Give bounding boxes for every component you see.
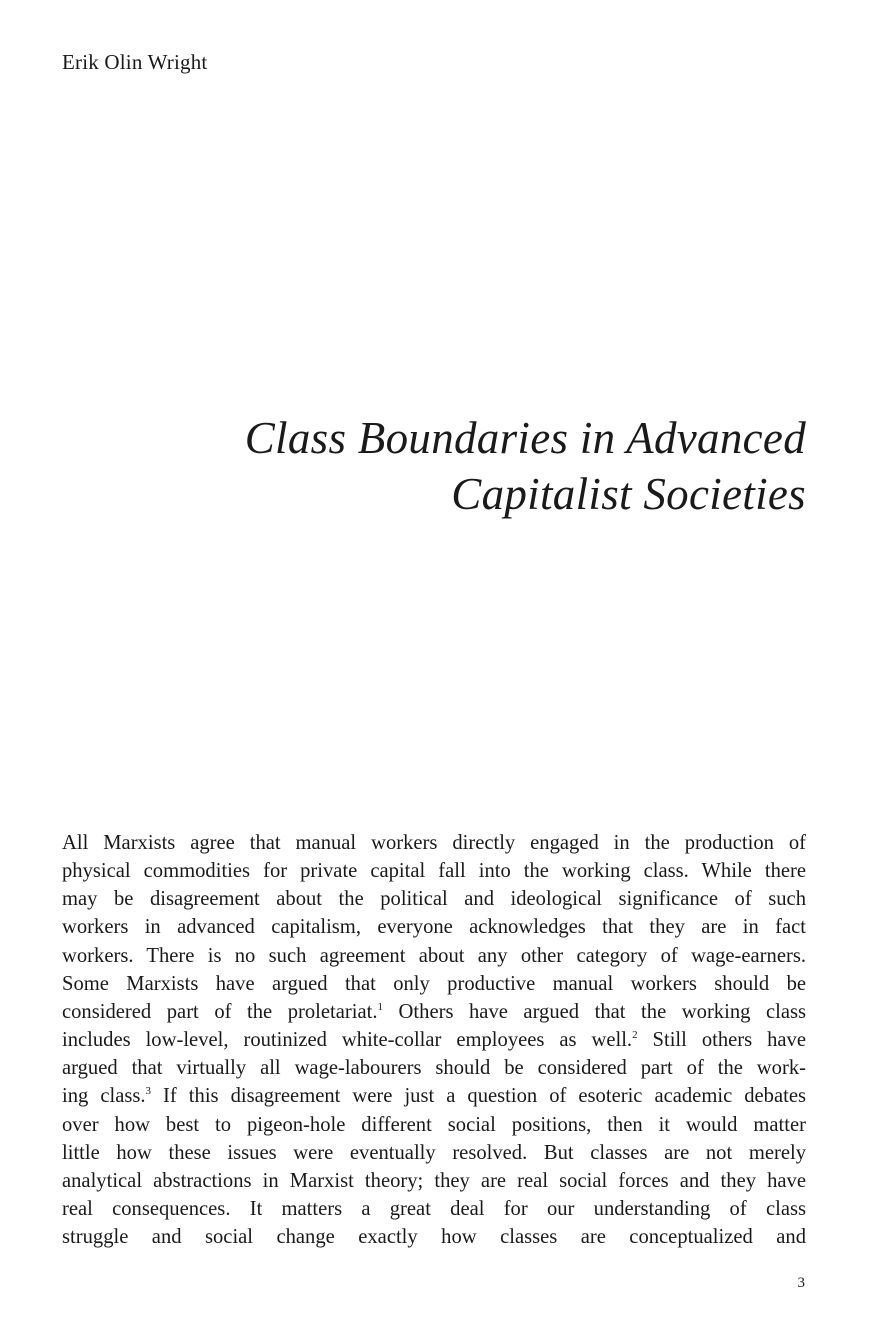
footnote-ref-3[interactable]: 3 <box>145 1085 152 1098</box>
body-line: argued that virtually all wage-labourers should be considered part of the work- <box>62 1057 806 1080</box>
body-line: struggle and social change exactly how classes are conceptualized and <box>62 1226 806 1249</box>
body-line: analytical abstractions in Marxist theory; they are real social forces and they have <box>62 1169 806 1192</box>
chapter-title-line-1: Class Boundaries in Advanced <box>244 413 806 463</box>
body-paragraph <box>62 829 806 1251</box>
chapter-title <box>106 410 806 522</box>
body-line: real consequences. It matters a great deal for our understanding of class <box>62 1198 806 1221</box>
body-line: All Marxists agree that manual workers directly engaged in the production of <box>62 832 806 854</box>
body-line: workers. There is no such agreement about any other category of wage-earners. <box>62 944 806 967</box>
body-line: Some Marxists have argued that only productive manual workers should be <box>62 972 806 995</box>
footnote-ref-2[interactable]: 2 <box>632 1029 638 1042</box>
body-line: physical commodities for private capital fall into the working class. While there <box>62 860 806 883</box>
body-line: includes low-level, routinized white-collar employees as well.$^2$ Still others have <box>62 1029 806 1052</box>
body-line: over how best to pigeon-hole different social positions, then it would matter <box>62 1113 806 1136</box>
body-line: considered part of the proletariat.$^1$ Others have argued that the working class <box>62 1000 806 1023</box>
page-number: 3 <box>797 1275 805 1291</box>
body-line: little how these issues were eventually resolved. But classes are not merely <box>62 1141 806 1164</box>
author-name: Erik Olin Wright <box>62 50 208 74</box>
footnote-ref-1[interactable]: 1 <box>377 1000 383 1013</box>
body-line: ing class.$^3$ If this disagreement were just a question of esoteric academic debates <box>62 1085 806 1108</box>
body-line: may be disagreement about the political and ideological significance of such <box>62 888 806 911</box>
chapter-title-line-2: Capitalist Societies <box>451 469 806 519</box>
body-line: workers in advanced capitalism, everyone acknowledges that they are in fact <box>62 916 806 939</box>
